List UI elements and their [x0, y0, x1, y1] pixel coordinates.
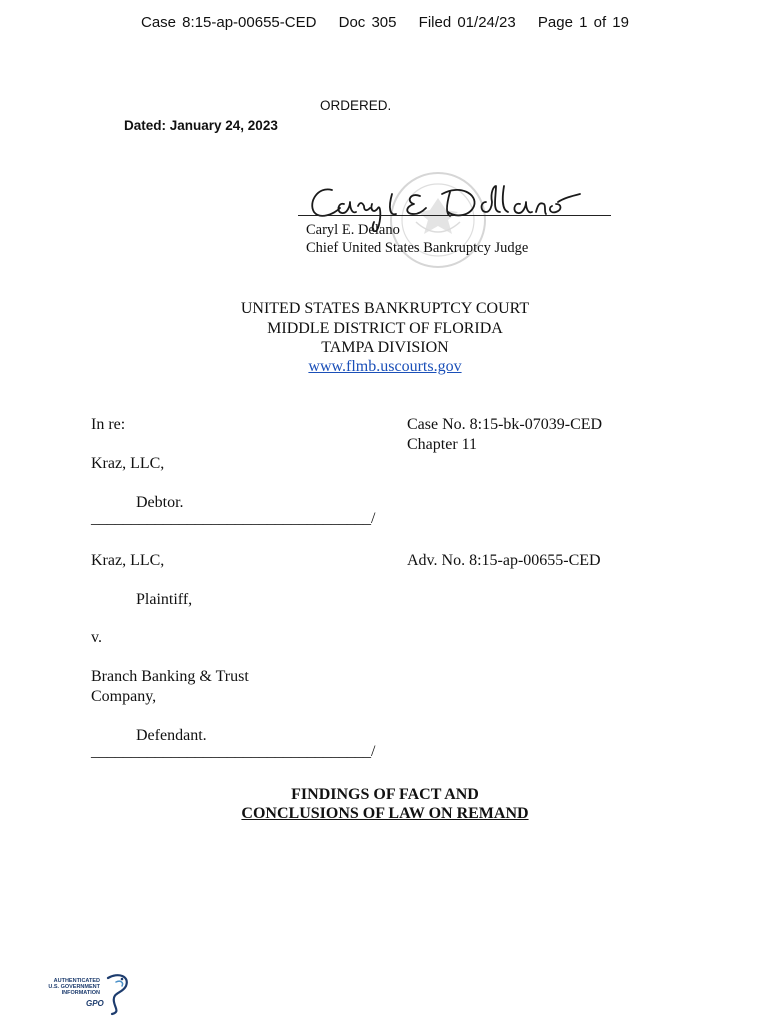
court-name: UNITED STATES BANKRUPTCY COURT	[240, 300, 530, 317]
document-title-line2: CONCLUSIONS OF LAW ON REMAND	[241, 805, 529, 822]
court-website-row	[0, 358, 770, 376]
judge-title: Chief United States Bankruptcy Judge	[306, 240, 529, 256]
case-number: Case No. 8:15-bk-07039-CED	[407, 416, 603, 433]
eagle-icon	[100, 972, 132, 1016]
gpo-logo-text: AUTHENTICATED U.S. GOVERNMENT INFORMATION	[48, 978, 100, 997]
plaintiff-role: Plaintiff,	[136, 591, 193, 608]
header-doc-number: Doc 305	[338, 14, 397, 31]
caption-separator: ___________________________________/	[91, 510, 376, 527]
chapter: Chapter 11	[407, 436, 478, 453]
gpo-authentication-logo	[42, 972, 132, 1016]
versus-label: v.	[91, 629, 102, 646]
debtor-role: Debtor.	[136, 494, 184, 511]
ordered-stamp: ORDERED.	[320, 98, 392, 113]
header-filed-date: Filed 01/24/23	[418, 14, 516, 31]
court-district: MIDDLE DISTRICT OF FLORIDA	[267, 320, 503, 337]
debtor-name: Kraz, LLC,	[91, 455, 165, 472]
adversary-number: Adv. No. 8:15-ap-00655-CED	[407, 552, 601, 569]
defendant-role: Defendant.	[136, 727, 207, 744]
ecf-header	[0, 14, 770, 31]
gpo-logo-mark: GPO	[86, 999, 104, 1008]
document-title-line1: FINDINGS OF FACT AND	[291, 786, 479, 803]
court-division: TAMPA DIVISION	[321, 339, 449, 356]
header-page-number: Page 1 of 19	[537, 14, 629, 31]
signature-line	[298, 215, 611, 216]
header-case-number: Case 8:15-ap-00655-CED	[141, 14, 317, 31]
court-website-link[interactable]: www.flmb.uscourts.gov	[308, 358, 462, 375]
caption-separator: ___________________________________/	[91, 743, 376, 760]
defendant-name-line1: Branch Banking & Trust	[91, 668, 249, 685]
plaintiff-name: Kraz, LLC,	[91, 552, 165, 569]
document-title-line2-row	[0, 805, 770, 823]
defendant-name-line2: Company,	[91, 688, 157, 705]
dated-line: Dated: January 24, 2023	[124, 118, 278, 133]
in-re-label: In re:	[91, 416, 126, 433]
judge-name: Caryl E. Delano	[306, 222, 400, 238]
